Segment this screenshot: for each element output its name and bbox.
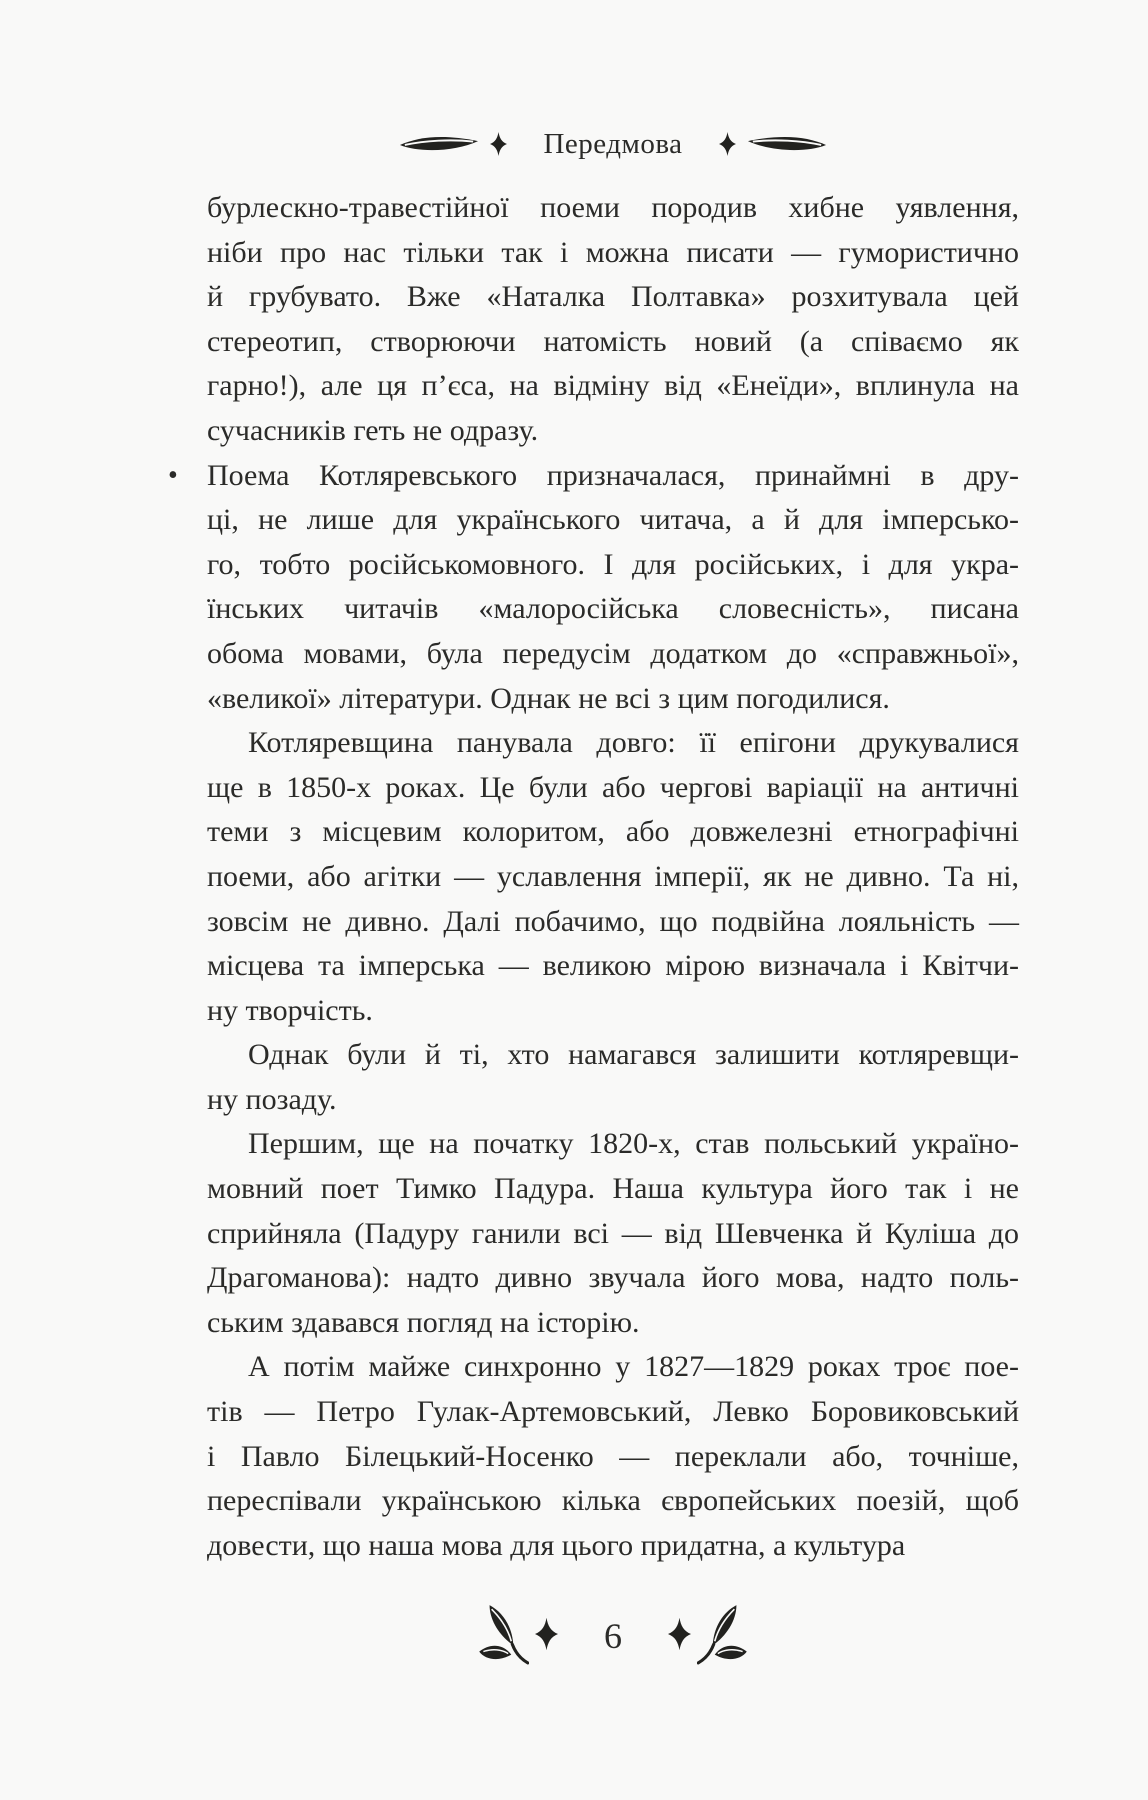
four-pointed-star-icon bbox=[535, 1617, 558, 1651]
text-line: довести, що наша мова для цього придатна, а культура bbox=[207, 1528, 906, 1562]
paragraph bbox=[207, 721, 1019, 1033]
text-line: і Павло Білецький-Носенко — переклали або, точніше, bbox=[207, 1439, 1019, 1473]
text-line: переспівали українською кілька європейських поезій, щоб bbox=[207, 1484, 1019, 1518]
text-line: Котляревщина панувала довго: її епігони друкувалися bbox=[248, 726, 1019, 760]
paragraph bbox=[207, 1122, 1019, 1345]
text-line: й грубувато. Вже «Наталка Полтавка» розхитувала цей bbox=[207, 280, 1019, 314]
text-line: сприйняла (Падуру ганили всі — від Шевченка й Куліша до bbox=[207, 1216, 1019, 1250]
laurel-sprig-left-icon bbox=[477, 1603, 529, 1665]
text-line: теми з місцевим колоритом, або довжелезні етнографічні bbox=[207, 815, 1019, 849]
text-line: бурлескно-травестійної поеми породив хибне уявлення, bbox=[207, 191, 1019, 224]
four-pointed-star-icon bbox=[490, 132, 507, 156]
text-line: «великої» літератури. Однак не всі з цим погодилися. bbox=[207, 681, 890, 715]
text-line: місцева та імперська — великою мірою визначала і Квітчи- bbox=[207, 949, 1019, 983]
text-line: сучасників геть не одразу. bbox=[207, 413, 539, 447]
text-line: Драгоманова): надто дивно звучала його мова, надто поль- bbox=[207, 1261, 1019, 1295]
text-line: гарно!), але ця п’єса, на відміну від «Енеїди», вплинула на bbox=[207, 369, 1019, 403]
page-footer bbox=[207, 1596, 1019, 1672]
text-line: ну позаду. bbox=[207, 1082, 337, 1116]
text-line: Однак були й ті, хто намагався залишити котляревщи- bbox=[248, 1038, 1019, 1072]
text-line: ським здавався погляд на історію. bbox=[207, 1305, 640, 1339]
text-line: мовний поет Тимко Падура. Наша культура його так і не bbox=[207, 1172, 1019, 1206]
leaf-flourish-left-icon bbox=[398, 133, 480, 155]
text-line: поеми, або агітки — уславлення імперії, як не дивно. Та ні, bbox=[207, 859, 1019, 893]
paragraph bbox=[207, 186, 1019, 454]
four-pointed-star-icon bbox=[719, 132, 736, 156]
chapter-title: Передмова bbox=[543, 127, 683, 160]
four-pointed-star-icon bbox=[668, 1617, 691, 1651]
laurel-sprig-right-icon bbox=[697, 1603, 749, 1665]
text-line: ну творчість. bbox=[207, 993, 373, 1027]
text-line: А потім майже синхронно у 1827—1829 роках троє пое- bbox=[248, 1350, 1019, 1384]
text-line: їнських читачів «малоросійська словесність», писана bbox=[207, 592, 1019, 626]
bullet-marker: • bbox=[168, 459, 178, 491]
text-line: зовсім не дивно. Далі побачимо, що подвійна лояльність — bbox=[207, 904, 1019, 938]
page-header bbox=[207, 118, 1019, 170]
text-line: ніби про нас тільки так і можна писати — гумористично bbox=[207, 235, 1019, 269]
paragraph bbox=[207, 1033, 1019, 1122]
text-line: ці, не лише для українського читача, а й для імперсько- bbox=[207, 503, 1019, 537]
body-text bbox=[168, 186, 1019, 1568]
page-number: 6 bbox=[604, 1616, 622, 1656]
text-line: Першим, ще на початку 1820-х, став польський україно- bbox=[248, 1127, 1019, 1161]
text-line: стереотип, створюючи натомість новий (а співаємо як bbox=[207, 324, 1019, 358]
paragraph bbox=[207, 1345, 1019, 1568]
text-line: Поема Котляревського призначалася, принаймні в дру- bbox=[207, 458, 1019, 492]
text-line: обома мовами, була передусім додатком до «справжньої», bbox=[207, 636, 1019, 670]
text-line: ще в 1850-х роках. Це були або чергові варіації на античні bbox=[207, 770, 1019, 804]
text-line: тів — Петро Гулак-Артемовський, Левко Боровиковський bbox=[207, 1395, 1019, 1429]
paragraph bbox=[168, 454, 1019, 722]
leaf-flourish-right-icon bbox=[746, 133, 828, 155]
text-line: го, тобто російськомовного. І для російських, і для укра- bbox=[207, 547, 1019, 581]
